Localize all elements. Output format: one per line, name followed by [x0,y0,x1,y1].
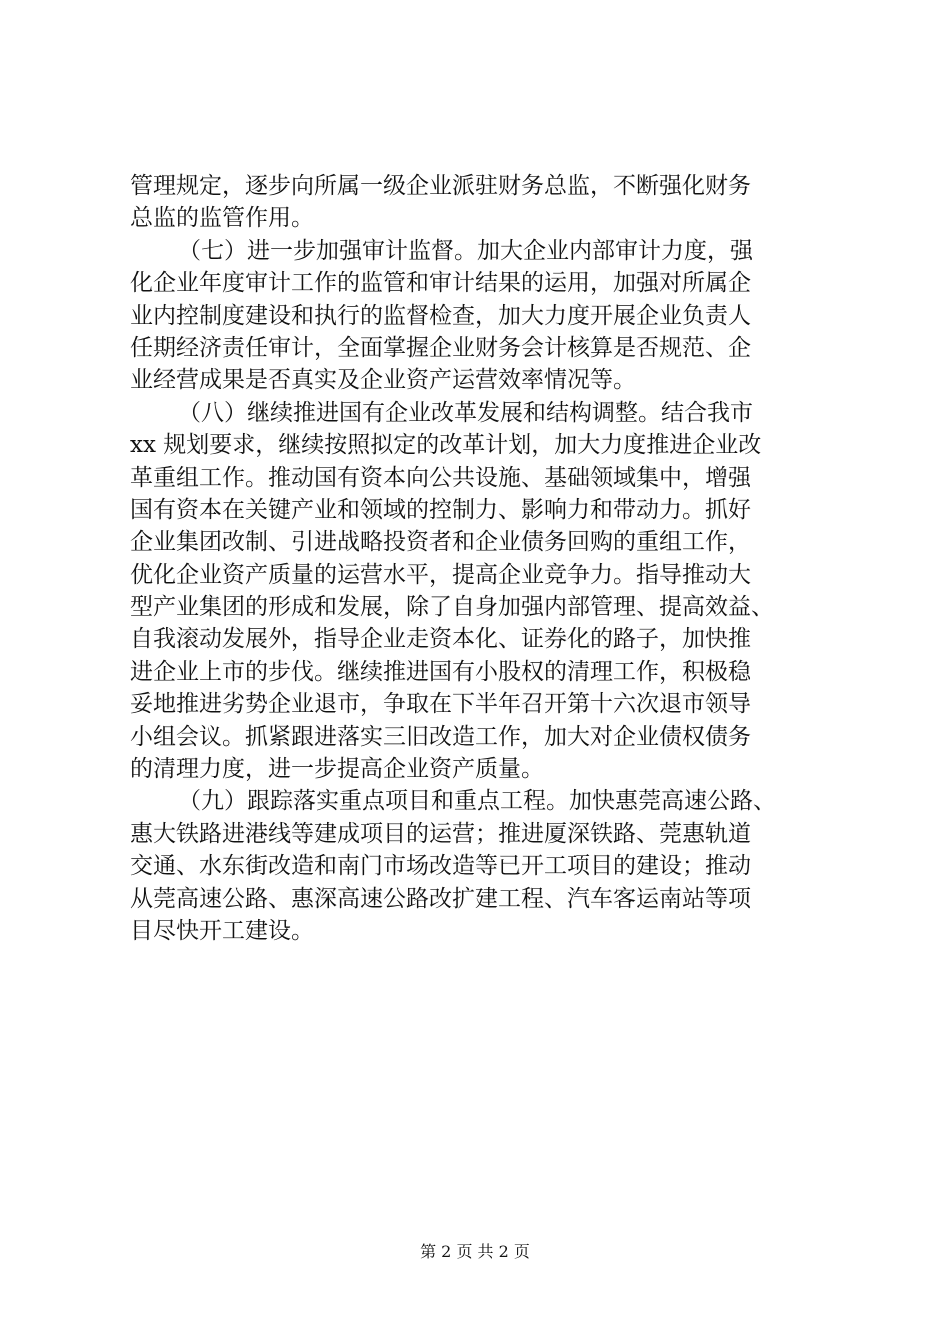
text-line: 革重组工作。推动国有资本向公共设施、基础领域集中，增强 [130,464,751,491]
text-line: 优化企业资产质量的运营水平，提高企业竞争力。指导推动大 [130,561,751,588]
paragraph-financial-director [130,170,830,235]
text-line: 目尽快开工建设。 [130,917,314,944]
text-line: （九）跟踪落实重点项目和重点工程。加快惠莞高速公路、 [178,788,776,815]
text-line: 任期经济责任审计，全面掌握企业财务会计核算是否规范、企 [130,334,751,361]
text-line: 总监的监管作用。 [130,205,314,232]
text-line: 型产业集团的形成和发展，除了自身加强内部管理、提高效益、 [130,594,774,621]
text-line: 企业集团改制、引进战略投资者和企业债务回购的重组工作， [130,529,751,556]
text-line: 从莞高速公路、惠深高速公路改扩建工程、汽车客运南站等项 [130,885,751,912]
paragraph-audit-supervision [130,235,830,397]
document-body [130,170,830,947]
paragraph-soe-reform [130,397,830,786]
text-line: 业经营成果是否真实及企业资产运营效率情况等。 [130,367,636,394]
text-line: （八）继续推进国有企业改革发展和结构调整。结合我市 [178,399,753,426]
text-line: （七）进一步加强审计监督。加大企业内部审计力度，强 [178,237,753,264]
text-line: 的清理力度，进一步提高企业资产质量。 [130,756,544,783]
paragraph-key-projects [130,785,830,947]
text-line: 化企业年度审计工作的监管和审计结果的运用，加强对所属企 [130,270,751,297]
text-line: 自我滚动发展外，指导企业走资本化、证券化的路子，加快推 [130,626,751,653]
text-line: 业内控制度建设和执行的监督检查，加大力度开展企业负责人 [130,302,751,329]
text-line: 妥地推进劣势企业退市，争取在下半年召开第十六次退市领导 [130,691,751,718]
text-line: xx 规划要求，继续按照拟定的改革计划，加大力度推进企业改 [130,432,762,459]
text-line: 惠大铁路进港线等建成项目的运营；推进厦深铁路、莞惠轨道 [130,820,751,847]
page-number-footer: 第 2 页 共 2 页 [420,1242,530,1261]
text-line: 进企业上市的步伐。继续推进国有小股权的清理工作，积极稳 [130,658,751,685]
text-line: 小组会议。抓紧跟进落实三旧改造工作，加大对企业债权债务 [130,723,751,750]
text-line: 管理规定，逐步向所属一级企业派驻财务总监，不断强化财务 [130,173,751,199]
text-line: 交通、水东街改造和南门市场改造等已开工项目的建设；推动 [130,853,751,880]
text-line: 国有资本在关键产业和领域的控制力、影响力和带动力。抓好 [130,496,751,523]
